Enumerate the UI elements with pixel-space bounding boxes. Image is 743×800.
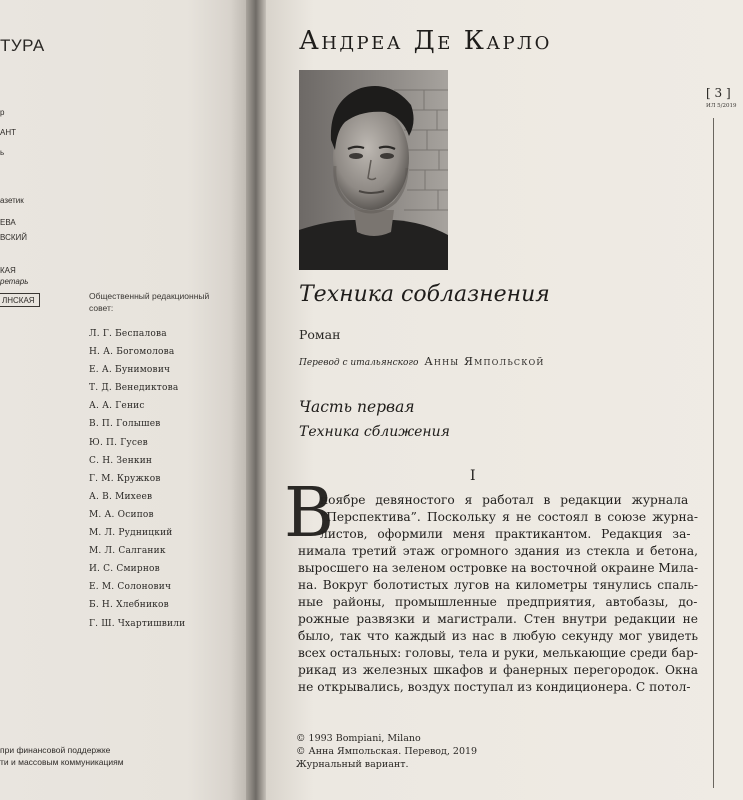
masthead-fragment: АНТ [0,128,16,137]
council-member: М. Л. Салганик [89,546,166,557]
part-subtitle: Техника сближения [299,424,450,440]
council-member: Е. А. Бунимович [89,365,171,376]
council-member: Н. А. Богомолова [89,347,175,358]
masthead-fragment: КАЯ [0,266,16,275]
work-title: Техника соблазнения [299,282,550,307]
author-portrait-image [299,70,448,270]
body-line: всех остальных: головы, тела и руки, мелькающие среди бар- [298,646,698,660]
masthead-fragment: ЕВА [0,218,16,227]
copyright-line: Журнальный вариант. [296,759,409,770]
council-member: И. С. Смирнов [89,564,160,575]
masthead-fragment: ретарь [0,277,29,286]
copyright-line: © 1993 Bompiani, Milano [296,733,421,744]
council-member: Г. М. Кружков [89,473,161,484]
masthead-fragment: ВСКИЙ [0,233,28,242]
part-heading: Часть первая [299,398,415,416]
council-list [89,325,185,633]
translation-credit [299,355,545,368]
council-member: С. Н. Зенкин [89,455,153,466]
body-line: выросшего на зеленом островке на восточной окраине Мила- [298,561,699,575]
council-member: А. А. Генис [89,401,145,412]
book-gutter [246,0,268,800]
body-line: рожные развязки и магистрали. Стен внутри редакции не [298,612,698,626]
author-name: Андреа Де Карло [299,26,552,56]
translator-name: Анны Ямпольской [424,355,545,368]
chapter-number: I [470,468,476,484]
council-member: В. П. Голышев [89,419,161,430]
body-line: ноябре девяностого я работал в редакции журнала [320,493,689,507]
footer-line: при финансовой поддержке [0,745,111,755]
masthead-boxed-fragment: ЛНСКАЯ [0,293,40,307]
footer-line: ти и массовым коммуникациям [0,757,124,767]
council-member: Г. Ш. Чхартишвили [89,618,186,629]
body-line: “Перспектива”. Поскольку я не состоял в союзе журна- [320,510,698,524]
council-member: Л. Г. Беспалова [89,329,167,339]
magazine-masthead-fragment: ТУРА [0,36,45,55]
genre-label: Роман [299,327,341,342]
council-member: М. А. Осипов [89,509,154,520]
margin-rule [713,118,714,788]
copyright-line: © Анна Ямпольская. Перевод, 2019 [296,746,478,757]
council-member: Е. М. Солонович [89,582,172,593]
body-line: было, так что каждый из нас в любую секунду мог увидеть [298,629,698,643]
council-member: Ю. П. Гусев [89,437,148,448]
masthead-fragment: ь [0,148,5,157]
body-line: ные районы, промышленные предприятия, автобазы, до- [298,595,698,609]
body-line: рикад из железных шкафов и фанерных перегородок. Окна [298,663,698,677]
masthead-fragment: р [0,108,5,117]
author-photo [299,70,448,270]
council-member: Т. Д. Венедиктова [89,383,179,394]
issue-label: ИЛ 5/2019 [706,103,737,109]
copyright-block [296,732,477,771]
drop-cap: В [284,474,334,553]
body-line: на. Вокруг болотистых лугов на километры тянулись спаль- [298,578,698,592]
body-line: не открывались, воздух поступал из кондиционера. С потол- [298,680,691,694]
body-line: нимала третий этаж огромного здания из стекла и бетона, [298,544,698,558]
translation-label: Перевод с итальянского [299,358,419,368]
left-footer [0,744,124,768]
council-heading: Общественный редакционный совет: [89,291,210,313]
page-number: [ 3 ] [706,86,731,100]
body-line: листов, оформили меня практикантом. Редакция за- [320,527,691,541]
council-member: А. В. Михеев [89,491,153,502]
council-member: Б. Н. Хлебников [89,600,169,611]
council-member: М. Л. Рудницкий [89,528,173,539]
masthead-fragment: азетик [0,196,24,205]
left-page [0,0,250,800]
